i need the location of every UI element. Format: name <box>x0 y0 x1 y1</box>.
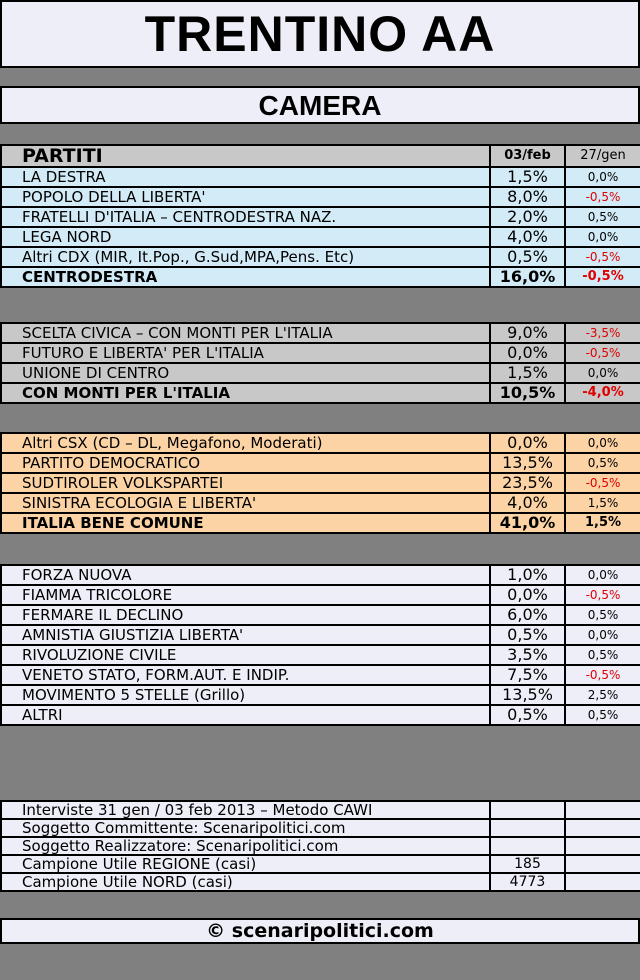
table-row <box>1 323 640 343</box>
party-change: -0,5% <box>565 247 640 267</box>
party-change: -3,5% <box>565 323 640 343</box>
party-change: 0,5% <box>565 453 640 473</box>
table-row <box>1 665 640 685</box>
coalition-total-row <box>1 513 640 533</box>
coalition-name: CON MONTI PER L'ITALIA <box>1 383 490 403</box>
party-value: 0,0% <box>490 343 565 363</box>
party-value: 0,0% <box>490 433 565 453</box>
info-value: 185 <box>490 855 565 873</box>
info-row <box>1 855 640 873</box>
party-value: 0,5% <box>490 705 565 725</box>
column-header-current: 03/feb <box>490 145 565 167</box>
party-name: LEGA NORD <box>1 227 490 247</box>
coalition-name: CENTRODESTRA <box>1 267 490 287</box>
info-row <box>1 819 640 837</box>
info-label: Soggetto Committente: Scenaripolitici.com <box>1 819 490 837</box>
info-value <box>490 801 565 819</box>
party-name: POPOLO DELLA LIBERTA' <box>1 187 490 207</box>
party-value: 0,5% <box>490 247 565 267</box>
party-value: 3,5% <box>490 645 565 665</box>
column-header-parties: PARTITI <box>1 145 490 167</box>
table-row <box>1 685 640 705</box>
table-centrosinistra <box>0 432 640 534</box>
table-row <box>1 645 640 665</box>
table-row <box>1 247 640 267</box>
coalition-change: -4,0% <box>565 383 640 403</box>
table-monti <box>0 322 640 404</box>
party-value: 13,5% <box>490 453 565 473</box>
party-change: 0,0% <box>565 625 640 645</box>
coalition-total-row <box>1 383 640 403</box>
party-change: 0,5% <box>565 705 640 725</box>
table-row <box>1 433 640 453</box>
info-label: Soggetto Realizzatore: Scenaripolitici.com <box>1 837 490 855</box>
party-change: -0,5% <box>565 585 640 605</box>
info-value <box>490 819 565 837</box>
party-name: PARTITO DEMOCRATICO <box>1 453 490 473</box>
party-value: 4,0% <box>490 227 565 247</box>
party-change: -0,5% <box>565 473 640 493</box>
coalition-change: -0,5% <box>565 267 640 287</box>
party-name: ALTRI <box>1 705 490 725</box>
party-value: 0,0% <box>490 585 565 605</box>
coalition-total-row <box>1 267 640 287</box>
coalition-name: ITALIA BENE COMUNE <box>1 513 490 533</box>
table-row <box>1 227 640 247</box>
table-row <box>1 565 640 585</box>
party-change: -0,5% <box>565 187 640 207</box>
info-empty-cell <box>565 801 640 819</box>
info-value: 4773 <box>490 873 565 891</box>
table-row <box>1 207 640 227</box>
party-name: SINISTRA ECOLOGIA E LIBERTA' <box>1 493 490 513</box>
party-name: Altri CDX (MIR, It.Pop., G.Sud,MPA,Pens. Etc) <box>1 247 490 267</box>
party-name: AMNISTIA GIUSTIZIA LIBERTA' <box>1 625 490 645</box>
info-empty-cell <box>565 855 640 873</box>
party-change: 0,0% <box>565 433 640 453</box>
party-name: RIVOLUZIONE CIVILE <box>1 645 490 665</box>
party-change: 0,5% <box>565 207 640 227</box>
party-change: 0,5% <box>565 645 640 665</box>
party-name: MOVIMENTO 5 STELLE (Grillo) <box>1 685 490 705</box>
coalition-value: 10,5% <box>490 383 565 403</box>
page-title: TRENTINO AA <box>0 0 640 68</box>
party-name: FORZA NUOVA <box>1 565 490 585</box>
info-empty-cell <box>565 873 640 891</box>
party-value: 8,0% <box>490 187 565 207</box>
table-centrodestra <box>0 144 640 288</box>
table-row <box>1 705 640 725</box>
table-row <box>1 453 640 473</box>
party-name: SUDTIROLER VOLKSPARTEI <box>1 473 490 493</box>
table-row <box>1 625 640 645</box>
table-altri <box>0 564 640 726</box>
info-row <box>1 837 640 855</box>
party-value: 1,5% <box>490 363 565 383</box>
column-header-previous: 27/gen <box>565 145 640 167</box>
info-empty-cell <box>565 819 640 837</box>
info-row <box>1 873 640 891</box>
table-row <box>1 473 640 493</box>
chamber-subtitle: CAMERA <box>0 86 640 124</box>
coalition-value: 41,0% <box>490 513 565 533</box>
table-row <box>1 605 640 625</box>
coalition-change: 1,5% <box>565 513 640 533</box>
table-row <box>1 363 640 383</box>
party-value: 23,5% <box>490 473 565 493</box>
party-change: 0,0% <box>565 167 640 187</box>
party-name: FRATELLI D'ITALIA – CENTRODESTRA NAZ. <box>1 207 490 227</box>
copyright-footer: © scenaripolitici.com <box>0 918 640 944</box>
coalition-value: 16,0% <box>490 267 565 287</box>
party-change: 1,5% <box>565 493 640 513</box>
party-name: UNIONE DI CENTRO <box>1 363 490 383</box>
party-change: 0,0% <box>565 565 640 585</box>
party-change: 0,0% <box>565 227 640 247</box>
party-change: 0,0% <box>565 363 640 383</box>
party-value: 7,5% <box>490 665 565 685</box>
info-label: Campione Utile NORD (casi) <box>1 873 490 891</box>
party-name: VENETO STATO, FORM.AUT. E INDIP. <box>1 665 490 685</box>
party-change: -0,5% <box>565 343 640 363</box>
party-name: LA DESTRA <box>1 167 490 187</box>
info-empty-cell <box>565 837 640 855</box>
party-value: 6,0% <box>490 605 565 625</box>
party-change: 2,5% <box>565 685 640 705</box>
party-value: 0,5% <box>490 625 565 645</box>
table-row <box>1 585 640 605</box>
party-change: 0,5% <box>565 605 640 625</box>
table-row <box>1 167 640 187</box>
info-row <box>1 801 640 819</box>
info-value <box>490 837 565 855</box>
party-name: FERMARE IL DECLINO <box>1 605 490 625</box>
party-value: 4,0% <box>490 493 565 513</box>
info-label: Interviste 31 gen / 03 feb 2013 – Metodo CAWI <box>1 801 490 819</box>
party-name: SCELTA CIVICA – CON MONTI PER L'ITALIA <box>1 323 490 343</box>
party-value: 1,5% <box>490 167 565 187</box>
party-value: 1,0% <box>490 565 565 585</box>
table-survey-info <box>0 800 640 892</box>
party-change: -0,5% <box>565 665 640 685</box>
table-header-row <box>1 145 640 167</box>
table-row <box>1 343 640 363</box>
party-value: 13,5% <box>490 685 565 705</box>
party-name: FIAMMA TRICOLORE <box>1 585 490 605</box>
table-row <box>1 187 640 207</box>
party-name: FUTURO E LIBERTA' PER L'ITALIA <box>1 343 490 363</box>
party-name: Altri CSX (CD – DL, Megafono, Moderati) <box>1 433 490 453</box>
table-row <box>1 493 640 513</box>
info-label: Campione Utile REGIONE (casi) <box>1 855 490 873</box>
party-value: 2,0% <box>490 207 565 227</box>
party-value: 9,0% <box>490 323 565 343</box>
